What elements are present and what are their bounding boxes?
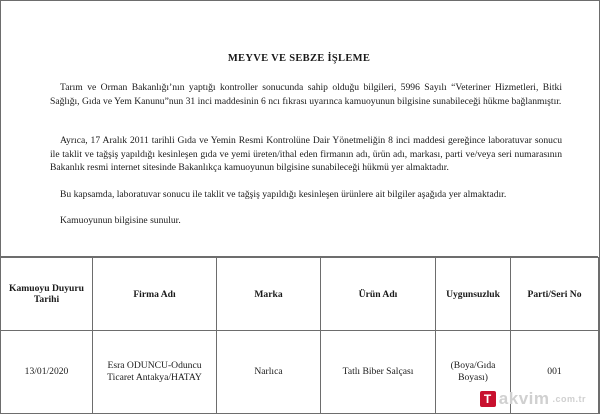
paragraph-scope: Bu kapsamda, laboratuvar sonucu ile taklit ve tağşiş yapıldığı kesinleşen ürünlere ait bilgiler aşağıda yer almaktadır. <box>60 189 507 200</box>
watermark-text: akvim <box>498 389 550 408</box>
header-nonconformity: Uygunsuzluk <box>436 258 511 331</box>
header-product-name: Ürün Adı <box>321 258 436 331</box>
cell-lot-number: 001 <box>511 331 599 414</box>
cell-company-name: Esra ODUNCU-Oduncu Ticaret Antakya/HATAY <box>93 331 217 414</box>
cell-announcement-date: 13/01/2020 <box>1 331 93 414</box>
paragraph-legal-basis: Tarım ve Orman Bakanlığı’nın yaptığı kontroller sonucunda sahip olduğu bilgileri, 5996 Sayılı “Veteriner Hizmetleri, Bitki Sağlığı, Gıda ve Yem Kanunu”nun 31 inci maddesinin 6 ncı fıkrası uyarınca kamuoyunun bilgisine sunabileceği hükme bağlanmıştır. <box>50 82 562 107</box>
paragraph-regulation: Ayrıca, 17 Aralık 2011 tarihli Gıda ve Yemin Resmi Kontrolüne Dair Yönetmeliğin 8 inci maddesi gereğince laboratuvar sonucu ile taklit ve tağşiş yapıldığı kesinleşen gıda ve yemi üreten/ithal eden firmanın adı, ürün adı, markası, parti ve/veya seri numarasının Bakanlık resmi internet sitesinde Bakanlıkça kamuoyunun bilgisine sunabileceği hükmü yer almaktadır. <box>50 135 562 173</box>
header-announcement-date: Kamuoyu Duyuru Tarihi <box>1 258 93 331</box>
takvim-logo-icon: T <box>480 391 496 407</box>
cell-nonconformity: (Boya/Gıda Boyası) <box>436 331 511 414</box>
paragraph-closing: Kamuoyunun bilgisine sunulur. <box>60 215 181 226</box>
cell-product-name: Tatlı Biber Salçası <box>321 331 436 414</box>
header-lot-number: Parti/Seri No <box>511 258 599 331</box>
header-brand: Marka <box>217 258 321 331</box>
document-title: MEYVE VE SEBZE İŞLEME <box>227 53 371 64</box>
table-header-row <box>1 258 599 331</box>
header-company-name: Firma Adı <box>93 258 217 331</box>
watermark-suffix: .com.tr <box>552 394 586 404</box>
cell-brand: Narlıca <box>217 331 321 414</box>
takvim-watermark <box>480 388 586 410</box>
